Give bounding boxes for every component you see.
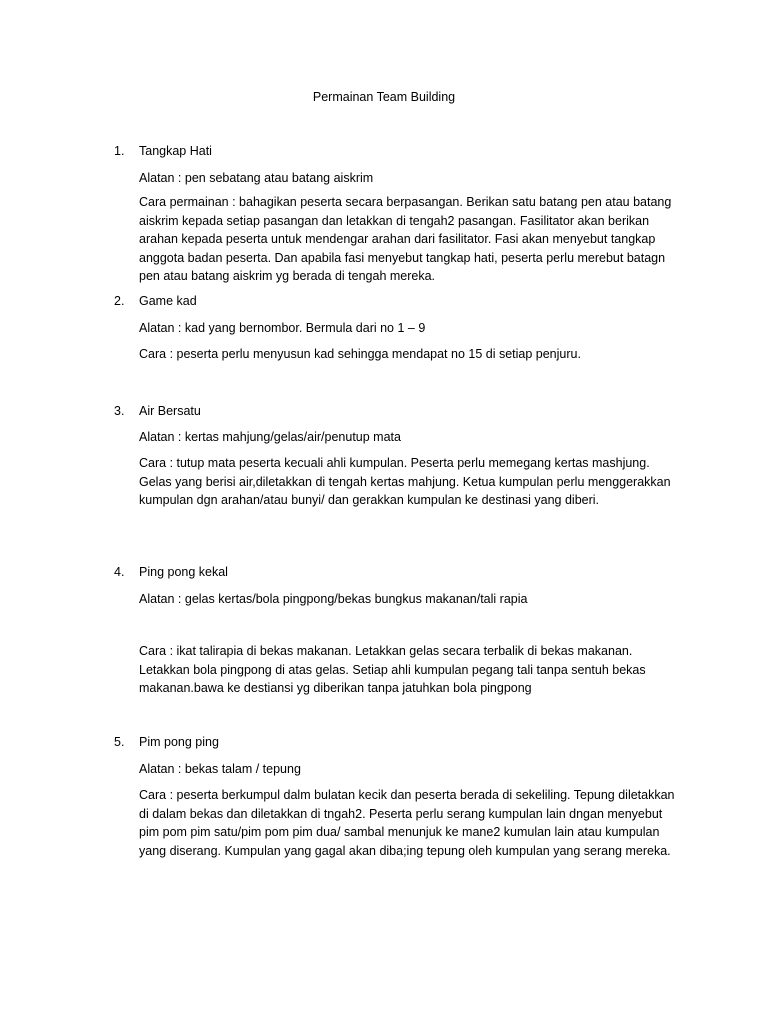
item-alatan: Alatan : pen sebatang atau batang aiskrim	[139, 171, 374, 185]
item-cara: Cara : peserta berkumpul dalm bulatan kecik dan peserta berada di sekeliling. Tepung diletakkan di dalam bekas dan diletakkan di tngah2. Peserta perlu serang kumpulan lain dngan menyebut pim pom pim satu/pim pom pim dua/ sambal menunjuk ke mane2 kumulan lain atau kumpulan yang diserang. Kumpulan yang gagal akan diba;ing tepung oleh kumpulan yang serang mereka.	[139, 788, 675, 858]
item-cara: Cara : peserta perlu menyusun kad sehingga mendapat no 15 di setiap penjuru.	[139, 347, 581, 361]
item-number: 1.	[114, 144, 125, 158]
item-alatan: Alatan : kad yang bernombor. Bermula dari no 1 – 9	[139, 321, 426, 335]
item-heading: Game kad	[139, 294, 197, 308]
item-cara: Cara : tutup mata peserta kecuali ahli kumpulan. Peserta perlu memegang kertas mashjung. Gelas yang berisi air,diletakkan di tengah kertas mahjung. Ketua kumpulan perlu menggerakkan kumpulan dgn arahan/atau bunyi/ dan gerakkan kumpulan ke destinasi yang diberi.	[139, 456, 671, 507]
document-title: Permainan Team Building	[312, 90, 456, 104]
item-alatan: Alatan : gelas kertas/bola pingpong/bekas bungkus makanan/tali rapia	[139, 592, 528, 606]
item-cara: Cara : ikat talirapia di bekas makanan. Letakkan gelas secara terbalik di bekas makanan. Letakkan bola pingpong di atas gelas. Setiap ahli kumpulan pegang tali tanpa sentuh bekas makanan.bawa ke destiansi yg diberikan tanpa jatuhkan bola pingpong	[139, 644, 646, 695]
item-heading: Air Bersatu	[139, 404, 201, 418]
item-heading: Tangkap Hati	[139, 144, 212, 158]
item-alatan: Alatan : bekas talam / tepung	[139, 762, 301, 776]
item-number: 2.	[114, 294, 125, 308]
item-number: 3.	[114, 404, 125, 418]
item-alatan: Alatan : kertas mahjung/gelas/air/penutup mata	[139, 430, 401, 444]
item-cara: Cara permainan : bahagikan peserta secara berpasangan. Berikan satu batang pen atau batang aiskrim kepada setiap pasangan dan letakkan di tengah2 pasangan. Fasilitator akan berikan arahan kepada peserta untuk mendengar arahan dari fasilitator. Fasi akan menyebut tangkap anggota badan peserta. Dan apabila fasi menyebut tangkap hati, peserta perlu merebut batagn pen atau batang aiskrim yg berada di tengah mereka.	[139, 195, 672, 283]
item-number: 4.	[114, 565, 125, 579]
item-number: 5.	[114, 735, 125, 749]
item-heading: Ping pong kekal	[139, 565, 228, 579]
item-heading: Pim pong ping	[139, 735, 219, 749]
